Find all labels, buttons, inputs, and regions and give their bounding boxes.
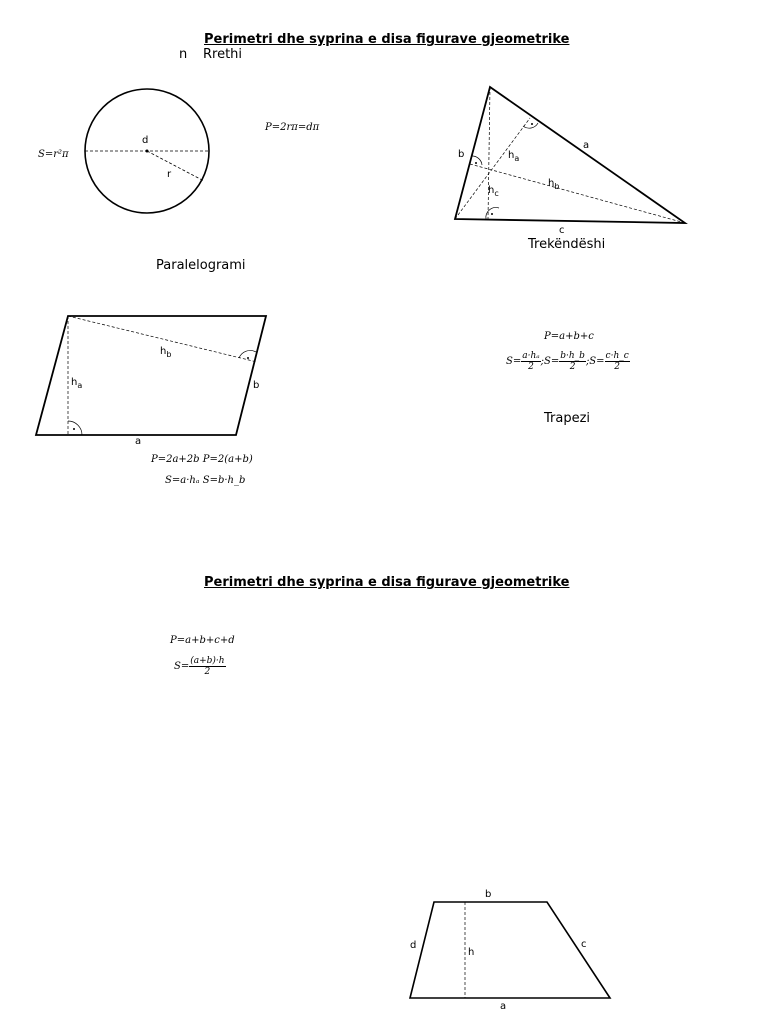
trapezoid-perimeter-formula: P=a+b+c+d — [170, 635, 235, 646]
trapezoid-figure — [410, 889, 610, 1012]
triangle-height-a — [455, 118, 530, 219]
trapezoid-area-numerator: (a+b)·h — [190, 656, 225, 666]
parallelogram-label-b: b — [253, 380, 260, 391]
trapezoid-area-denominator: 2 — [204, 667, 211, 677]
parallelogram-label-hb: $h_b$ — [160, 346, 172, 359]
triangle-perimeter-formula: P=a+b+c — [544, 331, 594, 342]
circle-label-d: d — [142, 135, 149, 146]
triangle-height-b — [470, 164, 685, 223]
circle-area-formula: S=r²π — [38, 149, 69, 160]
triangle-area-numerator-c: c·h_c — [605, 351, 629, 361]
triangle-area-denominator-b: 2 — [569, 362, 576, 372]
trapezoid-label-a: a — [500, 1001, 507, 1012]
triangle-area-denominator-a: 2 — [528, 362, 534, 372]
triangle-area-formulas: S= $\frac{\text{a·hₐ}}{2}$ ;S= $\frac{b\cdot h\_b}{2}$ ;S= $\frac{c\cdot h\_c}{2}$ — [506, 351, 629, 372]
trapezoid-label-b: b — [485, 889, 492, 900]
triangle-label-c: c — [559, 225, 565, 236]
parallelogram-label-ha: $h_a$ — [71, 377, 83, 390]
page-title-repeat: Perimetri dhe syprina e disa figurave gjeometrike — [204, 575, 570, 590]
parallelogram-area-formula: S=a·hₐ S=b·h_b — [165, 475, 246, 486]
triangle-figure — [455, 87, 685, 236]
parallelogram-figure — [36, 316, 266, 447]
trapezoid-area-prefix: S= — [174, 661, 190, 672]
parallelogram-perimeter-formula: P=2a+2b P=2(a+b) — [151, 454, 253, 465]
page-title: Perimetri dhe syprina e disa figurave gjeometrike — [204, 32, 570, 47]
parallelogram-label-a: a — [135, 436, 142, 447]
triangle-label-b: b — [458, 149, 465, 160]
parallelogram-heading: Paralelogrami — [156, 258, 246, 273]
circle-label-r: r — [167, 169, 172, 180]
bullet-marker: n — [179, 47, 188, 62]
triangle-label-ha: $h_a$ — [508, 150, 520, 163]
trapezoid-label-h: h — [468, 947, 475, 958]
triangle-height-c — [488, 87, 490, 219]
triangle-label-hc: $h_c$ — [488, 185, 499, 198]
circle-radius-line — [147, 151, 204, 181]
triangle-area-numerator-a: a·hₐ — [522, 351, 540, 361]
triangle-heading: Trekëndëshi — [528, 237, 606, 252]
triangle-label-hb: $h_b$ — [548, 178, 560, 191]
circle-perimeter-formula: P=2rπ=dπ — [265, 122, 320, 133]
triangle-area-denominator-c: 2 — [614, 362, 621, 372]
triangle-area-numerator-b: b·h_b — [560, 351, 585, 361]
trapezoid-label-c: c — [581, 939, 587, 950]
circle-heading: Rrethi — [203, 47, 243, 62]
trapezoid-label-d: d — [410, 940, 417, 951]
trapezoid-heading: Trapezi — [544, 411, 591, 426]
triangle-label-a: a — [583, 140, 590, 151]
circle-figure — [85, 89, 209, 213]
